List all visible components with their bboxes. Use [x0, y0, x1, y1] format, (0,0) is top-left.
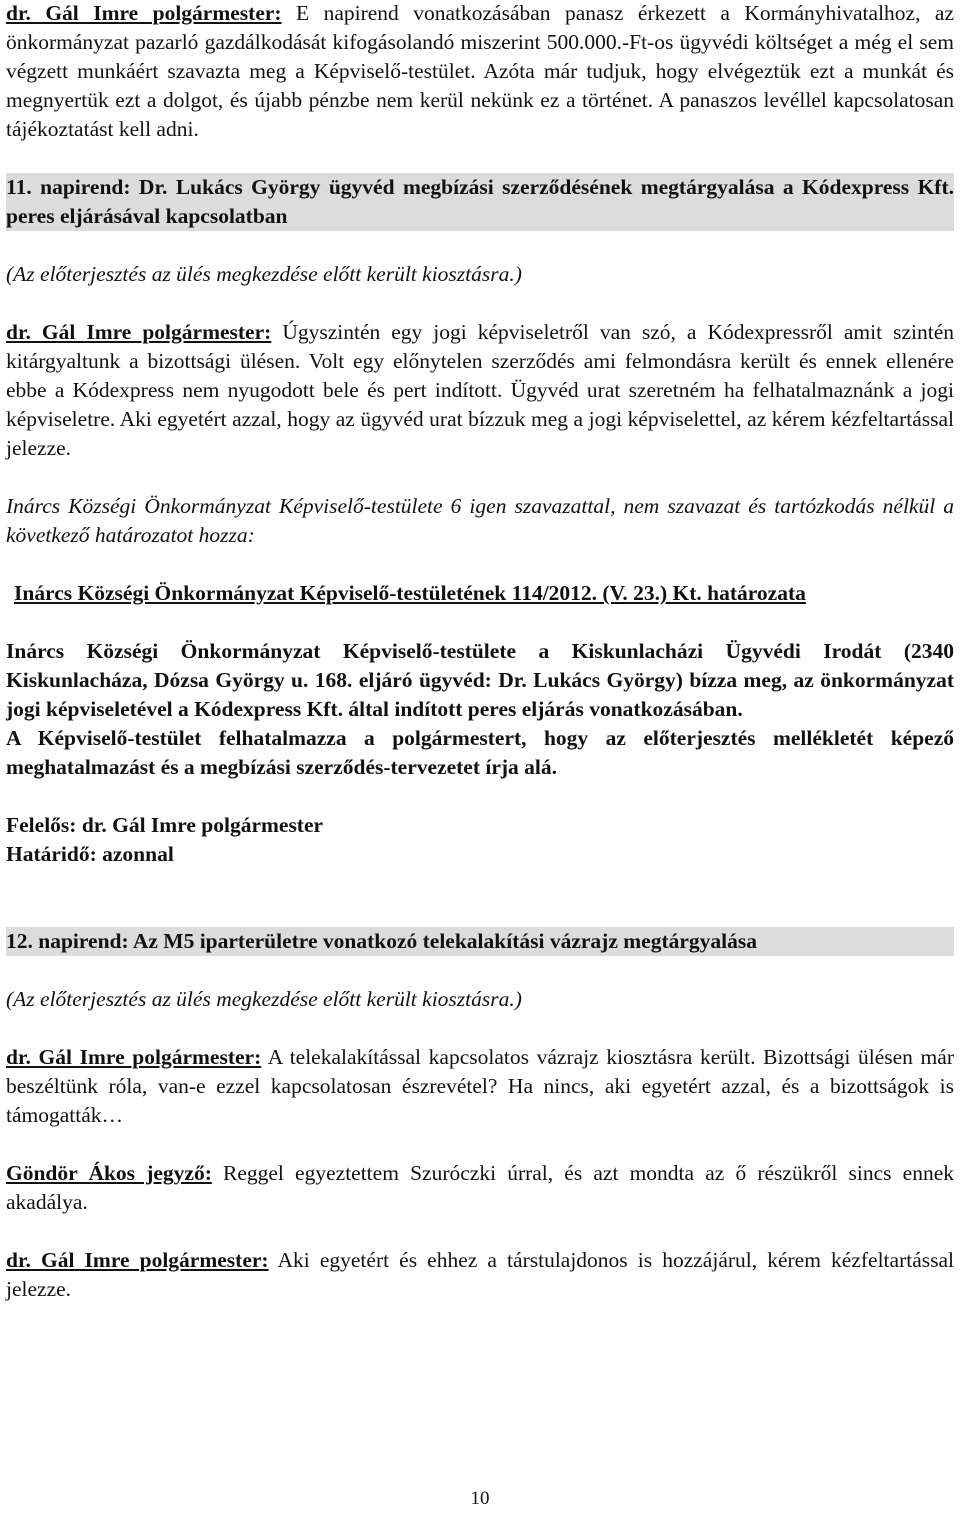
resolution-paragraph-1: Inárcs Községi Önkormányzat Képviselő-testülete a Kiskunlacházi Ügyvédi Irodát (2340 Kiskunlacháza, Dózsa György u. 168. eljáró ügyvéd: Dr. Lukács György) bízza meg, az önkormányzat jogi képviseletével a Kódexpress Kft. által indított peres eljárás vonatkozásában. — [6, 639, 954, 721]
resolution-paragraph-2: A Képviselő-testület felhatalmazza a polgármestert, hogy az előterjesztés mellékletét képező meghatalmazást és a megbízási szerződés-tervezetet írja alá. — [6, 726, 954, 779]
paragraph-mayor-vote-call — [6, 1246, 954, 1304]
speech-text: Úgyszintén egy jogi képviseletről van szó, a Kódexpressről amit szintén kitárgyaltunk a bizottsági ülésen. Volt egy előnytelen szerződés ami felmondásra került és ennek ellenére ebbe a Kódexpress nem nyugodott bele és pert indított. Ügyvéd urat szeretném ha felhatalmaznánk a jogi képviseletre. Aki egyetért azzal, hogy az ügyvéd urat bízzuk meg a jogi képviselettel, az kérem kézfeltartással jelezze. — [6, 320, 954, 460]
paragraph-mayor-speech-11 — [6, 318, 954, 463]
paragraph-mayor-complaint — [6, 0, 954, 144]
speech-text: E napirend vonatkozásában panasz érkezett a Kormányhivatalhoz, az önkormányzat pazarló gazdálkodását kifogásolandó miszerint 500.000.-Ft-os ügyvédi költséget a még el sem végzett munkáért szavazta meg a Képviselő-testület. Azóta már tudjuk, hogy elvégeztük ezt a munkát és megnyertük ezt a dolgot, és újabb pénzbe nem kerül nekünk ez a történet. A panaszos levéllel kapcsolatosan tájékoztatást kell adni. — [6, 1, 954, 141]
vote-statement: Inárcs Községi Önkormányzat Képviselő-testülete 6 igen szavazattal, nem szavazat és tartózkodás nélkül a következő határozatot hozza: — [6, 494, 954, 547]
agenda-item-11-title: 11. napirend: Dr. Lukács György ügyvéd megbízási szerződésének megtárgyalása a Kódexpress Kft. peres eljárásával kapcsolatban — [6, 173, 954, 231]
paragraph-notary-speech — [6, 1159, 954, 1217]
speaker-name: Göndör Ákos jegyző: — [6, 1161, 212, 1185]
paragraph-mayor-speech-12 — [6, 1043, 954, 1130]
speaker-name: dr. Gál Imre polgármester: — [6, 1045, 262, 1069]
responsible-line: Felelős: dr. Gál Imre polgármester — [6, 813, 324, 837]
agenda-item-11-note: (Az előterjesztés az ülés megkezdése előtt került kiosztásra.) — [6, 262, 522, 286]
speaker-name: dr. Gál Imre polgármester: — [6, 1248, 269, 1272]
agenda-item-12-title: 12. napirend: Az M5 iparterületre vonatkozó telekalakítási vázrajz megtárgyalása — [6, 927, 954, 956]
agenda-item-12-note: (Az előterjesztés az ülés megkezdése előtt került kiosztásra.) — [6, 987, 522, 1011]
speech-text: Reggel egyeztettem Szuróczki úrral, és azt mondta az ő részükről sincs ennek akadálya. — [6, 1161, 954, 1214]
speaker-name: dr. Gál Imre polgármester: — [6, 320, 272, 344]
resolution-title: Inárcs Községi Önkormányzat Képviselő-testületének 114/2012. (V. 23.) Kt. határozata — [14, 581, 806, 605]
deadline-line: Határidő: azonnal — [6, 842, 174, 866]
speech-text: A telekalakítással kapcsolatos vázrajz kiosztásra került. Bizottsági ülésen már beszéltünk róla, van-e ezzel kapcsolatosan észrevétel? Ha nincs, aki egyetért azzal, és a bizottságok is támogatták… — [6, 1045, 954, 1127]
speech-text: Aki egyetért és ehhez a társtulajdonos is hozzájárul, kérem kézfeltartással jelezze. — [6, 1248, 954, 1301]
document-page — [6, 0, 954, 1304]
speaker-name: dr. Gál Imre polgármester: — [6, 1, 282, 25]
page-number: 10 — [470, 1488, 490, 1509]
